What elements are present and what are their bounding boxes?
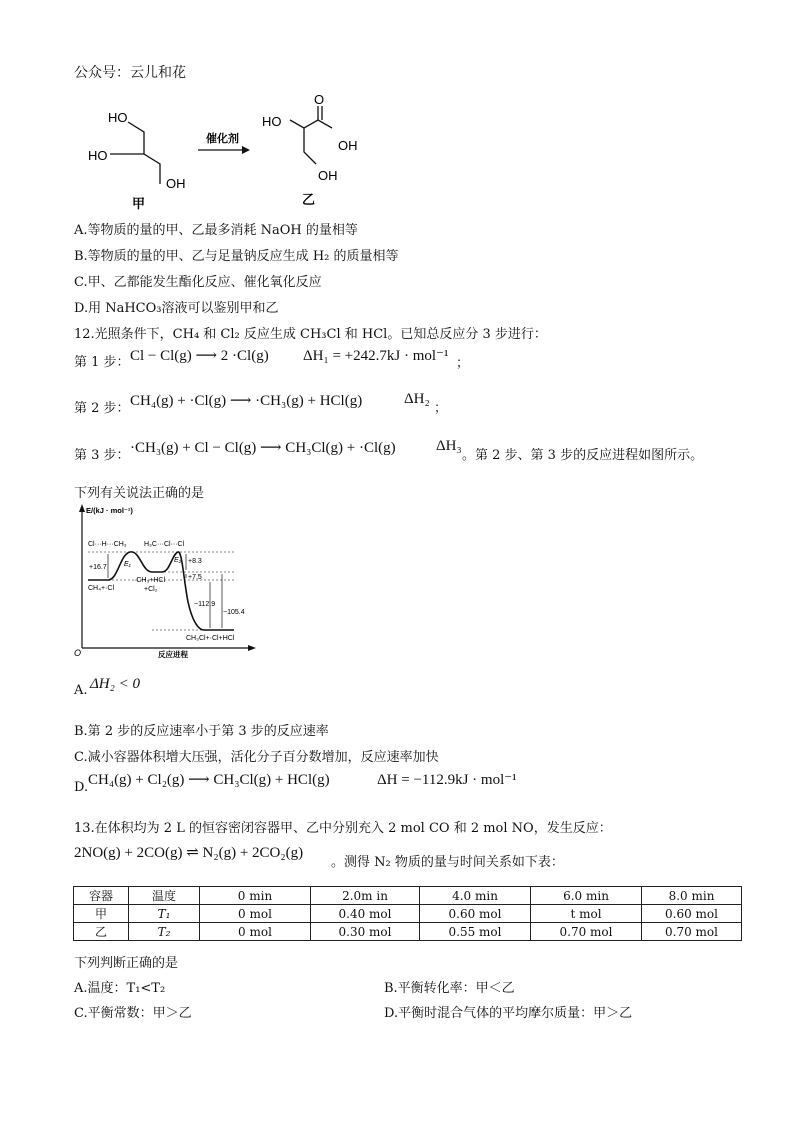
- table-cell: 甲: [74, 905, 129, 923]
- q13-option-a: A.温度：T₁<T₂: [74, 981, 166, 996]
- diagram-xlabel: 反应进程: [158, 650, 188, 659]
- table-cell: T₁: [129, 905, 200, 923]
- value-7-5: +7.5: [188, 574, 202, 581]
- ts2-label: H₃C···Cl···Cl: [144, 541, 185, 548]
- q12-step1-end: ；: [456, 356, 470, 371]
- ea1-label: E₁: [124, 561, 131, 568]
- table-cell: 0.60 mol: [420, 905, 531, 923]
- q12-step2-enthalpy: ΔH₂: [404, 391, 430, 407]
- table-cell: t mol: [531, 905, 642, 923]
- q12-step1-label: 第 1 步：: [74, 355, 130, 370]
- mid-species-1: ·CH₃+HCl: [134, 577, 166, 584]
- q12-option-d-prefix: D.: [74, 780, 89, 795]
- start-species: CH₄+·Cl: [88, 585, 114, 592]
- product-glyceric-acid: [262, 92, 358, 207]
- table-cell: 0 mol: [200, 923, 311, 941]
- q13-stem: 13.在体积均为 2 L 的恒容密闭容器甲、乙中分别充入 2 mol CO 和 2 mol NO，发生反应：: [74, 821, 612, 836]
- ts1-label: Cl···H···CH₃: [88, 541, 127, 548]
- value-16-7: +16.7: [89, 564, 107, 571]
- table-cell: 0.60 mol: [642, 905, 742, 923]
- table-cell: 0.30 mol: [311, 923, 420, 941]
- diagram-ylabel: E/(kJ · mol⁻¹): [86, 506, 133, 515]
- product-label: 乙: [302, 192, 316, 207]
- reaction-scheme: [80, 92, 380, 214]
- q13-equation: 2NO(g) + 2CO(g) ⇌ N₂(g) + 2CO₂(g): [74, 845, 304, 861]
- q13-option-b: B.平衡转化率：甲＜乙: [384, 981, 515, 996]
- header-cell: 4.0 min: [420, 887, 531, 905]
- catalyst-label: 催化剂: [206, 133, 239, 145]
- q11-option-c: C.甲、乙都能发生酯化反应、催化氧化反应: [74, 275, 322, 290]
- reactant-label: 甲: [132, 196, 146, 211]
- q13-ask: 下列判断正确的是: [74, 956, 179, 971]
- reactant-ho1: HO: [108, 110, 128, 125]
- table-cell: 0.40 mol: [311, 905, 420, 923]
- header-watermark: 公众号：云儿和花: [74, 65, 186, 81]
- q12-step2-label: 第 2 步：: [74, 401, 130, 416]
- product-o: O: [314, 92, 325, 107]
- header-cell: 8.0 min: [642, 887, 742, 905]
- reactant-oh: OH: [166, 176, 186, 191]
- q11-option-b: B.等物质的量的甲、乙与足量钠反应生成 H₂ 的质量相等: [74, 249, 399, 264]
- q12-step1-equation: Cl − Cl(g) ⟶ 2 ·Cl(g): [130, 348, 269, 364]
- table-row: [74, 905, 742, 923]
- table-cell: 0.55 mol: [420, 923, 531, 941]
- diagram-origin: O: [74, 648, 82, 658]
- q11-option-a: A.等物质的量的甲、乙最多消耗 NaOH 的量相等: [74, 223, 358, 238]
- table-header-row: [74, 887, 742, 905]
- q12-option-a-prefix: A.: [74, 683, 88, 698]
- ea2-label: E₂: [174, 557, 182, 564]
- q13-option-c: C.平衡常数：甲＞乙: [74, 1006, 192, 1021]
- product-oh: OH: [318, 168, 338, 183]
- q13-option-d: D.平衡时混合气体的平均摩尔质量：甲＞乙: [384, 1006, 633, 1021]
- mid-species-2: +Cl₂: [144, 586, 158, 593]
- q12-stem: 12.光照条件下，CH₄ 和 Cl₂ 反应生成 CH₃Cl 和 HCl。已知总反应分 3 步进行：: [74, 327, 547, 342]
- table-cell: 0 mol: [200, 905, 311, 923]
- q12-step3-equation: ·CH₃(g) + Cl − Cl(g) ⟶ CH₃Cl(g) + ·Cl(g): [130, 440, 396, 456]
- header-cell: 2.0m in: [311, 887, 420, 905]
- q12-option-d-equation: CH₄(g) + Cl₂(g) ⟶ CH₃Cl(g) + HCl(g): [88, 772, 330, 788]
- catalyst-arrow: [198, 131, 250, 154]
- value-112-9: −112.9: [194, 601, 216, 608]
- n2-amount-table: [73, 886, 742, 941]
- q12-step3-label: 第 3 步：: [74, 448, 130, 463]
- header-cell: 温度: [129, 887, 200, 905]
- q12-step1-enthalpy: ΔH₁ = +242.7kJ · mol⁻¹: [303, 348, 449, 364]
- q12-step2-end: ；: [434, 401, 448, 416]
- header-cell: 容器: [74, 887, 129, 905]
- table-cell: 0.70 mol: [531, 923, 642, 941]
- q13-equation-tail: 。测得 N₂ 物质的量与时间关系如下表：: [331, 855, 564, 870]
- q12-step3-enthalpy: ΔH₃: [436, 438, 462, 454]
- q12-step2-equation: CH₄(g) + ·Cl(g) ⟶ ·CH₃(g) + HCl(g): [130, 393, 363, 409]
- value-105-4: −105.4: [223, 609, 245, 616]
- header-cell: 0 min: [200, 887, 311, 905]
- value-8-3: +8.3: [188, 558, 202, 565]
- q11-option-d: D.用 NaHCO₃溶液可以鉴别甲和乙: [74, 301, 279, 316]
- q12-step3-end: 。第 2 步、第 3 步的反应进程如图所示。: [462, 448, 704, 463]
- table-cell: 0.70 mol: [642, 923, 742, 941]
- product-oh-acid: OH: [338, 138, 358, 153]
- table-cell: 乙: [74, 923, 129, 941]
- reactant-glycerol: [88, 110, 186, 211]
- q12-ask: 下列有关说法正确的是: [74, 486, 205, 501]
- q12-option-a-equation: ΔH₂ < 0: [90, 676, 140, 692]
- q12-option-d-enthalpy: ΔH = −112.9kJ · mol⁻¹: [377, 772, 517, 788]
- reactant-ho2: HO: [88, 148, 108, 163]
- q12-option-c: C.减小容器体积增大压强，活化分子百分数增加，反应速率加快: [74, 750, 439, 765]
- header-cell: 6.0 min: [531, 887, 642, 905]
- table-cell: T₂: [129, 923, 200, 941]
- q12-option-b: B.第 2 步的反应速率小于第 3 步的反应速率: [74, 724, 329, 739]
- end-species: CH₃Cl+·Cl+HCl: [186, 635, 235, 642]
- product-ho: HO: [262, 114, 282, 129]
- table-row: [74, 923, 742, 941]
- energy-diagram: [74, 502, 264, 660]
